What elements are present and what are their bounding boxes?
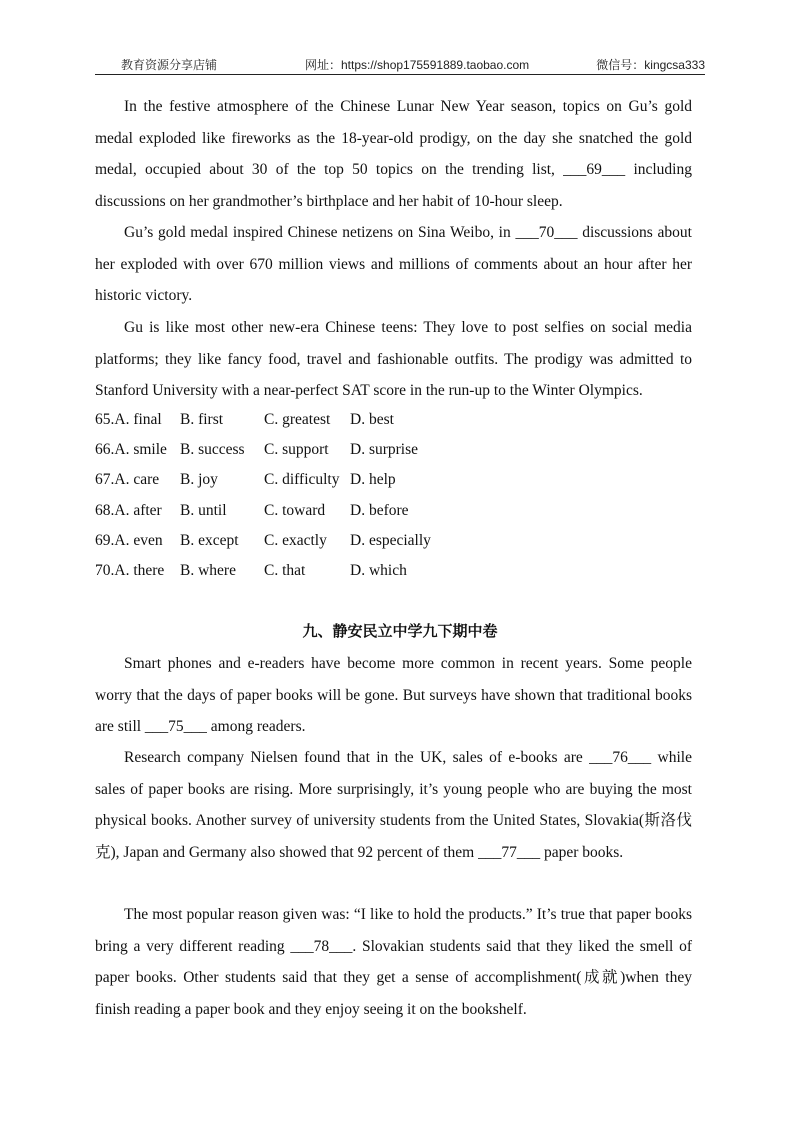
option-d: D. help <box>350 471 396 489</box>
header-wechat: 微信号：kingcsa333 <box>596 58 705 72</box>
option-c: C. greatest <box>264 411 331 428</box>
page-header <box>95 56 705 75</box>
option-c: C. toward <box>264 501 326 519</box>
option-a: 68.A. after <box>95 501 162 519</box>
passage2-paragraph-1: Smart phones and e-readers have become more common in recent years. Some people worry that the days of paper books will be gone. But surveys have shown that traditional books are still ___75___ among readers. <box>95 655 692 735</box>
option-c: C. difficulty <box>264 471 340 489</box>
option-b: B. except <box>180 531 239 549</box>
passage1-paragraph-2: Gu’s gold medal inspired Chinese netizens on Sina Weibo, in ___70___ discussions about her exploded with over 670 million views and millions of comments about an hour after her historic victory. <box>95 224 692 304</box>
passage1-paragraph-3: Gu is like most other new-era Chinese teens: They love to post selfies on social media platforms; they like fancy food, travel and fashionable outfits. The prodigy was admitted to Stanford University with a near-perfect SAT score in the run-up to the Winter Olympics. <box>95 319 692 399</box>
option-d: D. especially <box>350 531 431 549</box>
option-b: B. first <box>180 411 224 428</box>
passage2-paragraph-3: The most popular reason given was: “I like to hold the products.” It’s true that paper books bring a very different reading ___78___. Slovakian students said that they liked the smell of paper books. Other students said that they get a sense of accomplishment(成就)when they finish reading a paper book and they enjoy seeing it on the bookshelf. <box>95 906 692 1018</box>
option-d: D. before <box>350 501 409 519</box>
header-shop-name: 教育资源分享店铺 <box>121 58 218 72</box>
option-c: C. exactly <box>264 531 327 549</box>
option-a: 65.A. final <box>95 411 162 428</box>
option-b: B. success <box>180 441 245 459</box>
option-a: 69.A. even <box>95 531 163 549</box>
section-title: 九、静安民立中学九下期中卷 <box>302 622 498 640</box>
option-b: B. until <box>180 501 227 519</box>
option-b: B. joy <box>180 471 218 489</box>
option-c: C. that <box>264 561 306 579</box>
option-b: B. where <box>180 561 236 579</box>
passage2-paragraph-2: Research company Nielsen found that in the UK, sales of e-books are ___76___ while sales of paper books are rising. More surprisingly, it’s young people who are buying the most physical books. Another survey of university students from the United States, Slovakia(斯洛伐克), Japan and Germany also showed that 92 percent of them ___77___ paper books. <box>95 749 692 861</box>
header-url: 网址：https://shop175591889.taobao.com <box>305 58 530 72</box>
option-d: D. which <box>350 561 407 579</box>
option-a: 70.A. there <box>95 561 165 579</box>
option-d: D. surprise <box>350 441 419 459</box>
option-a: 67.A. care <box>95 471 160 489</box>
option-d: D. best <box>350 411 394 428</box>
option-c: C. support <box>264 441 329 459</box>
passage1-paragraph-1: In the festive atmosphere of the Chinese Lunar New Year season, topics on Gu’s gold medal exploded like fireworks as the 18-year-old prodigy, on the day she snatched the gold medal, occupied about 30 of the top 50 topics on the trending list, ___69___ including discussions on her grandmother’s birthplace and her habit of 10-hour sleep. <box>95 98 692 210</box>
option-a: 66.A. smile <box>95 441 167 459</box>
